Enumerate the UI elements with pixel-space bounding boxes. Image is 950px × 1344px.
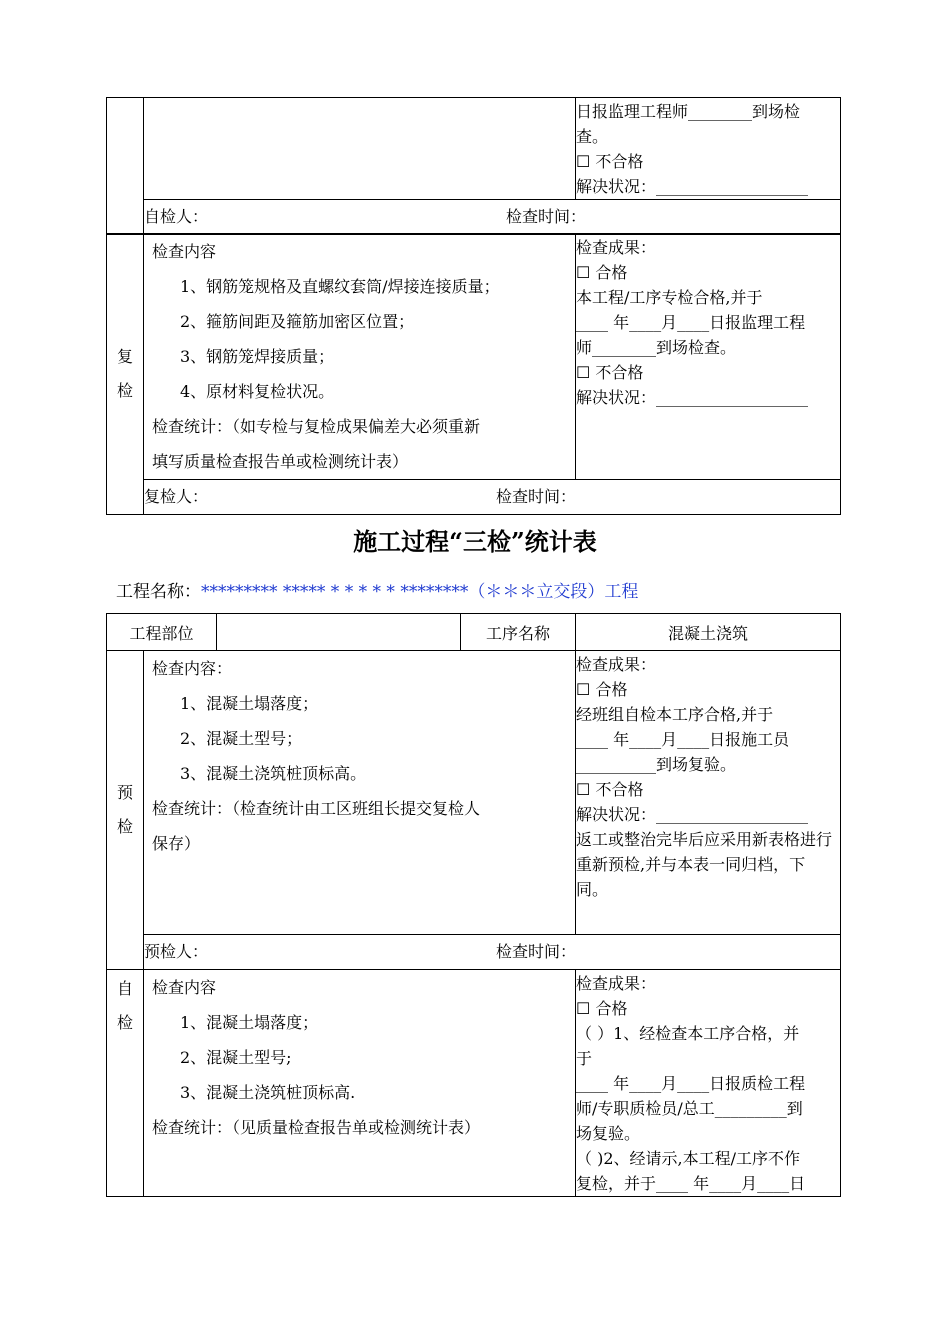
stat-line: 检查统计：（见质量检查报告单或检测统计表）: [152, 1118, 481, 1137]
result-line: 经班组自检本工序合格,并于: [576, 705, 774, 724]
content-cell-empty: [144, 98, 576, 200]
check-item: 3、混凝土浇筑桩顶标高.: [180, 1083, 356, 1102]
label-char: 检: [116, 1013, 133, 1032]
pass-checkbox[interactable]: ☐ 合格: [576, 263, 628, 282]
result-title: 检查成果：: [576, 974, 657, 993]
project-name-value: ********* ***** * * * * * ********（＊＊＊立交段）工程: [201, 582, 639, 602]
project-name-label: 工程名称：: [116, 582, 201, 602]
check-item: 3、混凝土浇筑桩顶标高。: [180, 764, 367, 783]
check-item: 3、钢筋笼焊接质量；: [180, 347, 335, 366]
self-checker-label: 自检人：: [144, 207, 209, 226]
rechecker-label: 复检人：: [144, 487, 209, 506]
label-char: 复: [116, 347, 133, 366]
result-line: 日报监理工程师________到场检: [576, 102, 801, 121]
fail-checkbox[interactable]: ☐ 不合格: [576, 780, 644, 799]
result-line: ____ 年____月____日报监理工程: [576, 313, 806, 332]
result-line: 查。: [576, 127, 609, 146]
process-value[interactable]: 混凝土浇筑: [576, 614, 841, 651]
label-char: 预: [116, 783, 133, 802]
part-label: 工程部位: [107, 614, 217, 651]
resolve-line: 解决状况：___________________: [576, 177, 809, 196]
result-line: __________到场复验。: [576, 755, 737, 774]
content-title: 检查内容：: [152, 659, 233, 678]
fail-checkbox[interactable]: ☐ 不合格: [576, 363, 644, 382]
note-text: 返工或整治完毕后应采用新表格进行重新预检,并与本表一同归档，下同。: [576, 830, 833, 899]
row-label-empty: [107, 98, 144, 235]
resolve-line: 解决状况：___________________: [576, 388, 809, 407]
project-name: [116, 578, 638, 606]
page-title: 施工过程“三检”统计表: [353, 527, 597, 556]
result-cell: [576, 234, 841, 480]
result-line: （ ）1、经检查本工序合格，并: [576, 1024, 800, 1043]
result-cell: [576, 651, 841, 935]
label-char: 自: [116, 979, 133, 998]
content-title: 检查内容: [152, 978, 217, 997]
resolve-line: 解决状况：___________________: [576, 805, 809, 824]
stat-line: 检查统计：（如专检与复检成果偏差大必须重新: [152, 417, 481, 436]
pass-checkbox[interactable]: ☐ 合格: [576, 680, 628, 699]
check-item: 1、钢筋笼规格及直螺纹套筒/焊接连接质量；: [180, 277, 500, 296]
result-line: 场复验。: [576, 1124, 641, 1143]
content-cell: [144, 970, 576, 1197]
result-title: 检查成果：: [576, 238, 657, 257]
result-cell: [576, 970, 841, 1197]
content-cell: [144, 651, 576, 935]
result-title: 检查成果：: [576, 655, 657, 674]
stat-line: 检查统计：（检查统计由工区班组长提交复检人: [152, 799, 481, 818]
check-item: 2、混凝土型号；: [180, 729, 303, 748]
sign-row: [144, 935, 841, 970]
result-line: 于: [576, 1049, 593, 1068]
result-line: 复检，并于____ 年____月____日: [576, 1174, 806, 1193]
recheck-label: [107, 234, 144, 515]
table-recheck: [106, 233, 841, 515]
result-line: 师________到场检查。: [576, 338, 737, 357]
check-item: 2、箍筋间距及箍筋加密区位置；: [180, 312, 415, 331]
result-cell: [576, 98, 841, 200]
check-item: 4、原材料复检状况。: [180, 382, 335, 401]
result-line: ____ 年____月____日报质检工程: [576, 1074, 806, 1093]
fail-checkbox[interactable]: ☐ 不合格: [576, 152, 644, 171]
check-time-label: 检查时间：: [496, 487, 577, 506]
result-line: 本工程/工序专检合格,并于: [576, 288, 763, 307]
check-item: 1、混凝土塌落度；: [180, 1013, 319, 1032]
sign-row: [144, 200, 841, 235]
table-three-checks: [106, 613, 841, 1197]
stat-line: 保存）: [152, 834, 201, 853]
label-char: 检: [116, 381, 133, 400]
stat-line: 填写质量检查报告单或检测统计表）: [152, 452, 409, 471]
process-label: 工序名称: [461, 614, 576, 651]
check-item: 1、混凝土塌落度；: [180, 694, 319, 713]
part-value[interactable]: [217, 614, 461, 651]
check-time-label: 检查时间：: [506, 207, 587, 226]
precheck-label: [107, 651, 144, 970]
table-self-check-fragment: [106, 97, 841, 235]
label-char: 检: [116, 817, 133, 836]
sign-row: [144, 480, 841, 515]
prechecker-label: 预检人：: [144, 942, 209, 961]
check-item: 2、混凝土型号;: [180, 1048, 292, 1067]
result-line: 师/专职质检员/总工_________到: [576, 1099, 803, 1118]
pass-checkbox[interactable]: ☐ 合格: [576, 999, 628, 1018]
check-time-label: 检查时间：: [496, 942, 577, 961]
result-line: （ )2、经请示,本工程/工序不作: [576, 1149, 801, 1168]
selfcheck-label: [107, 970, 144, 1197]
content-title: 检查内容: [152, 242, 217, 261]
result-line: ____ 年____月____日报施工员: [576, 730, 790, 749]
content-cell: [144, 234, 576, 480]
